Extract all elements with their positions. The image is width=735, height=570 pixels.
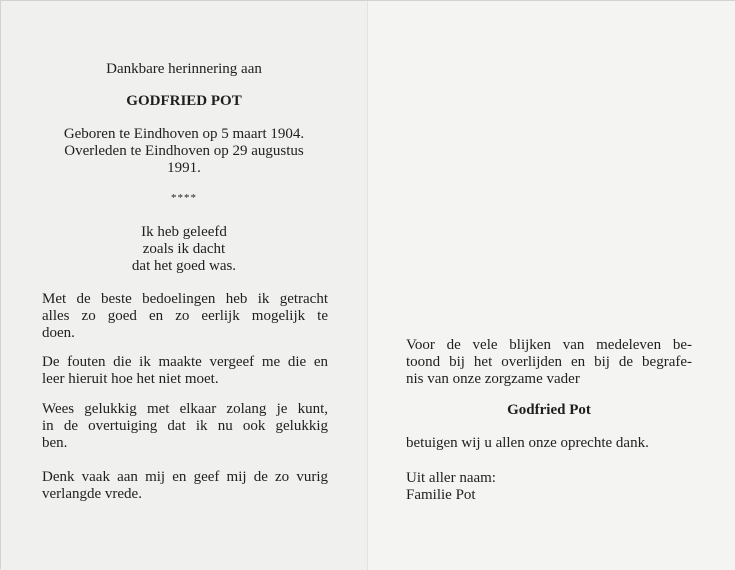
thanks-line: Voor de vele blijken van medeleven be- (406, 337, 692, 353)
paragraph-line: verlangde vrede. (42, 486, 142, 502)
father-name: Godfried Pot (507, 402, 591, 418)
gratitude-line: betuigen wij u allen onze oprechte dank. (406, 435, 649, 451)
paragraph-line: doen. (42, 325, 75, 341)
death-line: Overleden te Eindhoven op 29 augustus (64, 143, 304, 159)
poem-line: zoals ik dacht (142, 241, 226, 257)
paragraph-line: leer hieruit hoe het niet moet. (42, 371, 219, 387)
paragraph-intentions (42, 291, 328, 342)
signature-family: Familie Pot (406, 487, 476, 503)
signature-intro: Uit aller naam: (406, 470, 496, 486)
poem-line: Ik heb geleefd (141, 224, 227, 240)
paragraph-mistakes (42, 354, 328, 388)
intro-text: Dankbare herinnering aan (106, 61, 262, 77)
paragraph-peace (42, 469, 328, 503)
deceased-name-heading: GODFRIED POT (126, 93, 242, 109)
thanks-paragraph (406, 337, 692, 388)
paragraph-line: De fouten die ik maakte vergeef me die en (42, 354, 328, 370)
paragraph-line: in de overtuiging dat ik nu ook gelukkig (42, 418, 328, 434)
thanks-line: nis van onze zorgzame vader (406, 371, 580, 387)
paragraph-line: ben. (42, 435, 68, 451)
poem-line: dat het goed was. (131, 258, 237, 274)
paragraph-line: Denk vaak aan mij en geef mij de zo vurig (42, 469, 328, 485)
card-fold (367, 1, 368, 570)
death-year: 1991. (167, 160, 201, 176)
paragraph-line: Wees gelukkig met elkaar zolang je kunt, (42, 401, 328, 417)
paragraph-happiness (42, 401, 328, 452)
thanks-line: toond bij het overlijden en bij de begrafe- (406, 354, 692, 370)
paragraph-line: Met de beste bedoelingen heb ik getracht (42, 291, 328, 307)
birth-line: Geboren te Eindhoven op 5 maart 1904. (63, 126, 305, 142)
paragraph-line: alles zo goed en zo eerlijk mogelijk te (42, 308, 328, 324)
separator-stars: **** (171, 192, 197, 204)
